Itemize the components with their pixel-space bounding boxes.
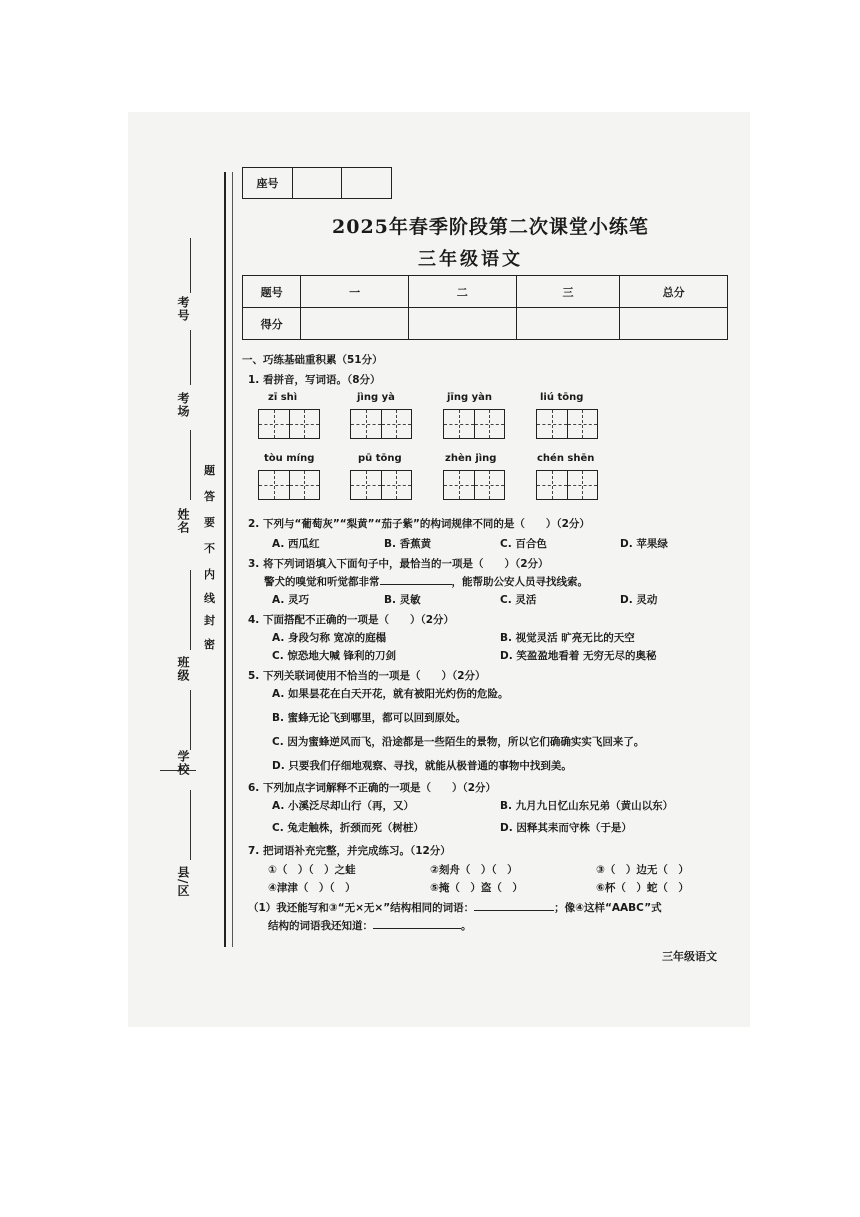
q7-sub-1-end: 。: [461, 920, 472, 932]
pinyin-label: liú tōng: [540, 392, 584, 403]
q4-option-a: A. 身段匀称 宽凉的庭榻: [272, 632, 387, 644]
seal-char: 答: [204, 490, 215, 503]
seat-number-box: [242, 167, 392, 199]
score-cell-3[interactable]: [516, 308, 620, 340]
seat-label: 座号: [243, 168, 293, 199]
seal-char: 要: [204, 516, 215, 529]
kaohao-label: 考号: [176, 296, 190, 322]
q7-sub-1: [248, 900, 662, 915]
seal-char: 不: [204, 542, 215, 555]
q3-sentence-end: ，能帮助公安人员寻找线索。: [451, 576, 588, 588]
score-header-1: 一: [301, 276, 409, 308]
q4-option-d: D. 笑盈盈地看着 无穷无尽的奥秘: [500, 650, 657, 662]
q7-idiom-3: ③（ ）边无（ ）: [596, 864, 689, 876]
seal-char: 题: [204, 464, 215, 477]
q5-option-c: C. 因为蜜蜂逆风而飞，沿途都是一些陌生的景物，所以它们确确实实飞回来了。: [272, 736, 645, 748]
class-line: [190, 570, 191, 650]
seal-char: 线: [204, 592, 215, 605]
section-heading: 一、巧练基础重积累（51分）: [242, 354, 383, 366]
question-5: 5. 下列关联词使用不恰当的一项是（ ）（2分）: [248, 670, 486, 682]
q7-blank-2[interactable]: [373, 928, 461, 929]
q5-option-a: A. 如果昙花在白天开花，就有被阳光灼伤的危险。: [272, 688, 509, 700]
q4-option-b: B. 视觉灵活 旷亮无比的天空: [500, 632, 635, 644]
class-label: 班级: [176, 656, 190, 682]
district-label: 县/区: [176, 866, 190, 898]
q7-sub-1-cont-text: 结构的词语我还知道：: [268, 920, 373, 932]
score-table: [242, 275, 728, 340]
kaohao-line: [190, 238, 191, 293]
q7-idiom-6: ⑥杯（ ）蛇（ ）: [596, 882, 689, 894]
question-6: 6. 下列加点字词解释不正确的一项是（ ）（2分）: [248, 782, 497, 794]
seal-char: 密: [204, 638, 215, 651]
writing-grid[interactable]: [536, 409, 598, 439]
q7-sub-1-mid: ；像④这样“AABC”式: [554, 902, 662, 914]
q2-option-b: B. 香蕉黄: [384, 538, 432, 550]
school-label: 学校: [176, 750, 190, 776]
score-header-3: 三: [516, 276, 620, 308]
pinyin-label: chén shēn: [537, 453, 595, 464]
school-line: [190, 690, 191, 750]
name-line: [190, 430, 191, 500]
binding-line-left: [224, 172, 226, 947]
q2-option-a: A. 西瓜红: [272, 538, 320, 550]
score-row-label: 得分: [243, 308, 301, 340]
q7-sub-1-cont: [268, 918, 472, 933]
name-label: 姓名: [176, 508, 190, 534]
score-header-total: 总分: [620, 276, 728, 308]
q3-sentence: [264, 574, 588, 589]
q2-option-c: C. 百合色: [500, 538, 547, 550]
score-header-label: 题号: [243, 276, 301, 308]
score-cell-total[interactable]: [620, 308, 728, 340]
score-cell-1[interactable]: [301, 308, 409, 340]
writing-grid[interactable]: [443, 470, 505, 500]
writing-grid[interactable]: [350, 470, 412, 500]
q7-sub-1-start: （1）我还能写和③“无×无×”结构相同的词语：: [248, 902, 475, 914]
q3-option-b: B. 灵敏: [384, 594, 421, 606]
pinyin-label: jīng yàn: [447, 392, 492, 403]
q2-option-d: D. 苹果绿: [620, 538, 668, 550]
q5-option-b: B. 蜜蜂无论飞到哪里，都可以回到原处。: [272, 712, 467, 724]
question-1: 1. 看拼音，写词语。（8分）: [248, 374, 381, 386]
pinyin-label: zhèn jìng: [445, 453, 497, 464]
q7-idiom-5: ⑤掩（ ）盗（ ）: [430, 882, 523, 894]
district-line: [190, 790, 191, 860]
q7-blank-1[interactable]: [474, 910, 554, 911]
pinyin-label: pū tōng: [358, 453, 402, 464]
writing-grid[interactable]: [443, 409, 505, 439]
q7-idiom-2: ②刻舟（ ）（ ）: [430, 864, 518, 876]
kaochang-line: [190, 330, 191, 385]
q3-option-c: C. 灵活: [500, 594, 537, 606]
seat-digit-1[interactable]: [292, 168, 342, 199]
pinyin-label: jìng yà: [357, 392, 395, 403]
q6-option-b: B. 九月九日忆山东兄弟（黄山以东）: [500, 800, 674, 812]
exam-title: 2025年春季阶段第二次课堂小练笔: [332, 216, 649, 238]
question-2: 2. 下列与“葡萄灰”“梨黄”“茄子紫”的构词规律不同的是（ ）（2分）: [248, 518, 590, 530]
writing-grid[interactable]: [536, 470, 598, 500]
seat-digit-2[interactable]: [342, 168, 392, 199]
score-cell-2[interactable]: [408, 308, 516, 340]
writing-grid[interactable]: [350, 409, 412, 439]
q3-blank[interactable]: [380, 584, 452, 585]
q6-option-c: C. 兔走触株，折颈而死（树桩）: [272, 822, 424, 834]
pinyin-label: tòu míng: [264, 453, 315, 464]
footer-subject: 三年级语文: [662, 950, 717, 963]
seal-char: 内: [204, 568, 215, 581]
question-3: 3. 将下列词语填入下面句子中，最恰当的一项是（ ）（2分）: [248, 558, 549, 570]
q7-idiom-1: ①（ ）（ ）之蛙: [268, 864, 356, 876]
q5-option-d: D. 只要我们仔细地观察、寻找，就能从极普通的事物中找到美。: [272, 760, 572, 772]
pinyin-label: zī shì: [268, 392, 298, 403]
q3-sentence-start: 警犬的嗅觉和听觉都非常: [264, 576, 380, 588]
score-header-2: 二: [408, 276, 516, 308]
q6-option-d: D. 因释其耒而守株（于是）: [500, 822, 632, 834]
writing-grid[interactable]: [258, 409, 320, 439]
seal-char: 封: [204, 614, 215, 627]
q6-option-a: A. 小溪泛尽却山行（再，又）: [272, 800, 414, 812]
question-4: 4. 下面搭配不正确的一项是（ ）（2分）: [248, 614, 455, 626]
binding-line-right: [232, 172, 233, 947]
writing-grid[interactable]: [258, 470, 320, 500]
question-7: 7. 把词语补充完整，并完成练习。（12分）: [248, 845, 451, 857]
q3-option-d: D. 灵动: [620, 594, 658, 606]
q7-idiom-4: ④津津（ ）（ ）: [268, 882, 356, 894]
kaochang-label: 考场: [176, 392, 190, 418]
q3-option-a: A. 灵巧: [272, 594, 309, 606]
q4-option-c: C. 惊恐地大喊 锋利的刀剑: [272, 650, 397, 662]
exam-subtitle: 三年级语文: [418, 249, 523, 270]
